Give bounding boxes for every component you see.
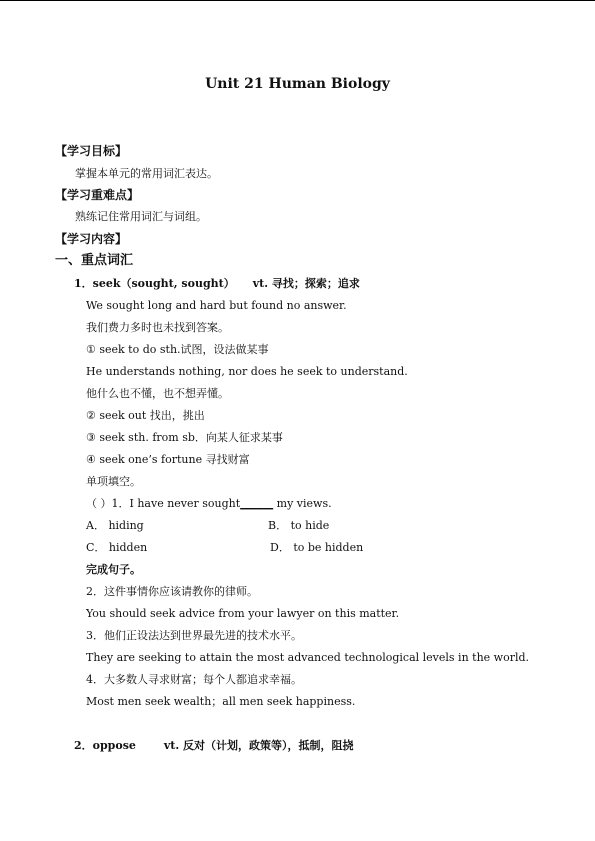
question-1-tail: my views. [273, 497, 332, 510]
example-english: We sought long and hard but found no answer. [86, 299, 347, 312]
heading-key-points: 【学习重难点】 [55, 188, 140, 202]
option-c: C． hidden [86, 541, 148, 554]
word-2-definition: vt. 反对（计划，政策等），抵制，阻挠 [163, 739, 354, 752]
option-b: B． to hide [268, 519, 330, 532]
word-1-definition: vt. 寻找；探索；追求 [252, 277, 360, 290]
phrase-4: ④ seek one’s fortune 寻找财富 [86, 453, 250, 466]
document-title: Unit 21 Human Biology [205, 76, 390, 92]
sentence-2-english: You should seek advice from your lawyer on this matter. [86, 607, 400, 620]
word-2-term: 2．oppose [74, 739, 136, 752]
sentence-4-english: Most men seek wealth；all men seek happiness. [86, 695, 356, 708]
sentence-2-chinese: 2．这件事情你应该请教你的律师。 [86, 585, 258, 598]
word-1-term: 1．seek（sought, sought） [74, 277, 235, 290]
sentence-3-english: They are seeking to attain the most advanced technological levels in the world. [86, 651, 530, 664]
question-1 [86, 497, 332, 511]
learning-goals-text: 掌握本单元的常用词汇表达。 [75, 167, 218, 180]
heading-learning-goals: 【学习目标】 [55, 144, 128, 158]
question-1-stem: （ ）1．I have never sought [86, 497, 241, 510]
phrase-3: ③ seek sth. from sb．向某人征求某事 [86, 431, 283, 444]
example-chinese: 我们费力多时也未找到答案。 [86, 321, 229, 334]
page-top-border [0, 0, 595, 1]
word-2-heading [74, 739, 354, 753]
phrase-1-example-english: He understands nothing, nor does he seek to understand. [86, 365, 408, 378]
section-key-vocabulary: 一、重点词汇 [55, 253, 134, 268]
word-1-heading [74, 277, 360, 291]
heading-learning-content: 【学习内容】 [55, 232, 128, 246]
answer-blank: ______ [240, 497, 274, 510]
option-a: A． hiding [86, 519, 144, 532]
complete-sentences-label: 完成句子。 [86, 563, 141, 576]
phrase-1: ① seek to do sth.试图，设法做某事 [86, 343, 269, 356]
sentence-4-chinese: 4．大多数人寻求财富；每个人都追求幸福。 [86, 673, 302, 686]
sentence-3-chinese: 3．他们正设法达到世界最先进的技术水平。 [86, 629, 302, 642]
phrase-2: ② seek out 找出，挑出 [86, 409, 205, 422]
key-points-text: 熟练记住常用词汇与词组。 [75, 210, 207, 223]
multiple-choice-label: 单项填空。 [86, 475, 141, 488]
option-d: D． to be hidden [270, 541, 364, 554]
phrase-1-example-chinese: 他什么也不懂，也不想弄懂。 [86, 387, 229, 400]
